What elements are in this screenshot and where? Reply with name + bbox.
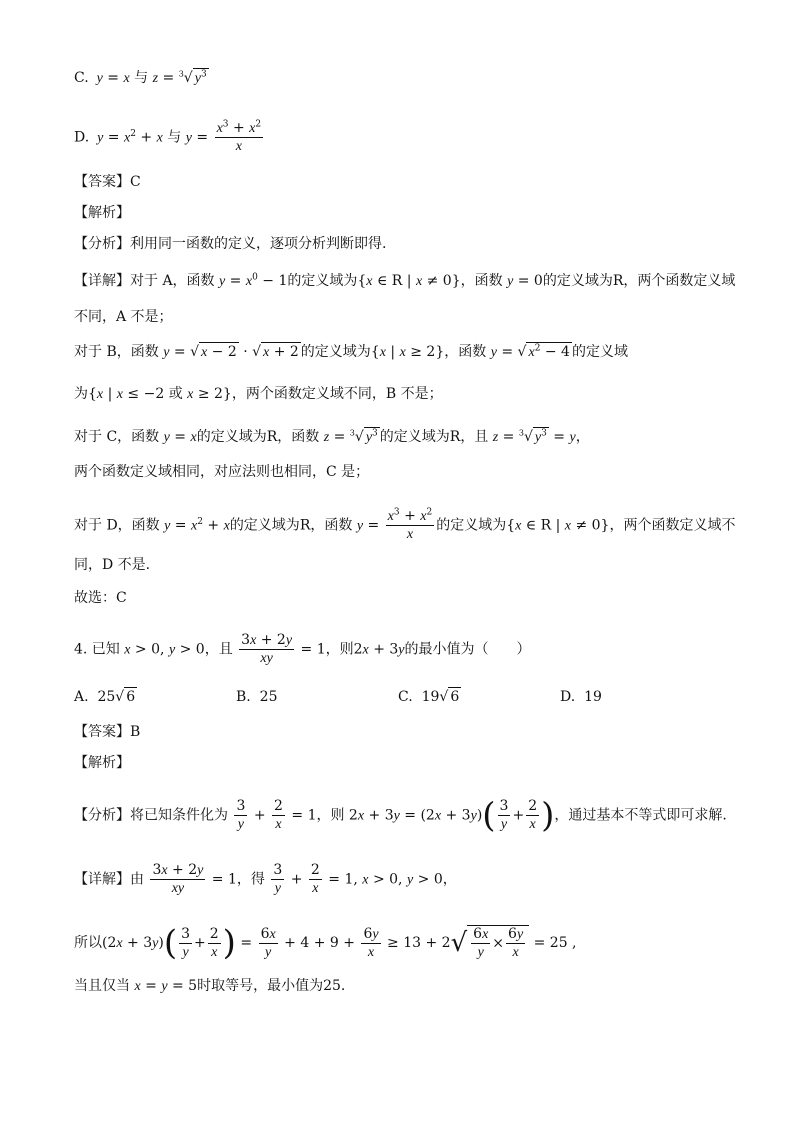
question-4: 4. 已知 x > 0, y > 0，且 $\frac{3x + 2y}{xy}$ = 1，则2x + 3y的最小值为（ ） — [74, 632, 531, 666]
option-c-line: C. y = x 与 z = $^3$√ $y^3$ — [74, 69, 207, 86]
detail-a-line: 【详解】对于 A，函数 $y = x^0 - 1$的定义域为{x ∈ R | x ≠ 0}，函数 y = 0的定义域为R，两个函数定义域 — [74, 272, 736, 289]
answer-label-2: 【答案】B — [74, 724, 141, 740]
detail-c-line: 对于 C，函数 y = x的定义域为R，函数 z = $^3$√ $y^3$ 的定义域为R，且 z = $^3$√ $y^3 = y$， — [74, 428, 590, 445]
detail-2-line: 【详解】由 $\frac{3x + 2y}{xy}$ = 1，得 $\frac{3}{y}$ + $\frac{2}{x}$ = 1, x > 0, y > 0， — [74, 862, 457, 896]
option-label: D. — [74, 129, 90, 146]
option-c: C. 19√ 6 — [398, 689, 460, 705]
option-d: D. 19 — [560, 689, 602, 705]
derivation-line: 所以(2x + 3y)( $\frac{3}{y}$ + $\frac{2}{x}$ ) = $\frac{6x}{y}$ + 4 + 9 + $\frac{6y}{x}$ ≥ 13 + 2√ $\frac{6x}{y}$ × $\frac{6y}{x}$ = 25 , — [74, 923, 577, 963]
analysis-text: 【分析】利用同一函数的定义，逐项分析判断即得. — [74, 236, 387, 252]
option-d-line: D. $y = x^2 + x$ 与 y = $\frac{x^3 + x^2}{x}$ — [74, 119, 262, 154]
final-line: 当且仅当 x = y = 5时取等号，最小值为25. — [74, 978, 346, 994]
option-b: B. 25 — [236, 689, 278, 705]
analysis-heading: 【解析】 — [74, 205, 130, 221]
option-a: A. 25√ 6 — [74, 689, 136, 705]
conclusion: 故选：C — [74, 590, 127, 606]
detail-a-line2: 不同，A 不是； — [74, 309, 173, 325]
detail-d-line2: 同，D 不是. — [74, 557, 151, 573]
analysis-heading-2: 【解析】 — [74, 755, 130, 771]
answer-label: 【答案】C — [74, 174, 141, 190]
detail-c-line2: 两个函数定义域相同，对应法则也相同，C 是； — [74, 464, 370, 480]
detail-b-line: 对于 B，函数 y = √ x − 2 · √ x + 2 的定义域为{x | x ≥ 2}，函数 y = √ $x^2 - 4$ 的定义域 — [74, 343, 628, 360]
detail-d-line: 对于 D，函数 $y = x^2 + x$的定义域为R，函数 y = $\frac{x^3 + x^2}{x}$ 的定义域为{x ∈ R | x ≠ 0}，两个函数定义域不 — [74, 507, 736, 542]
analysis-text-2: 【分析】将已知条件化为 $\frac{3}{y}$ + $\frac{2}{x}$ = 1，则 2x + 3y = (2x + 3y)( $\frac{3}{y}$ + $\frac{2}{x}$ )，通过基本不等式即可求解. — [74, 795, 727, 836]
option-label: C. — [74, 70, 89, 86]
detail-b-line2: 为{x | x ≤ −2 或 x ≥ 2}，两个函数定义域不同，B 不是； — [74, 386, 443, 402]
